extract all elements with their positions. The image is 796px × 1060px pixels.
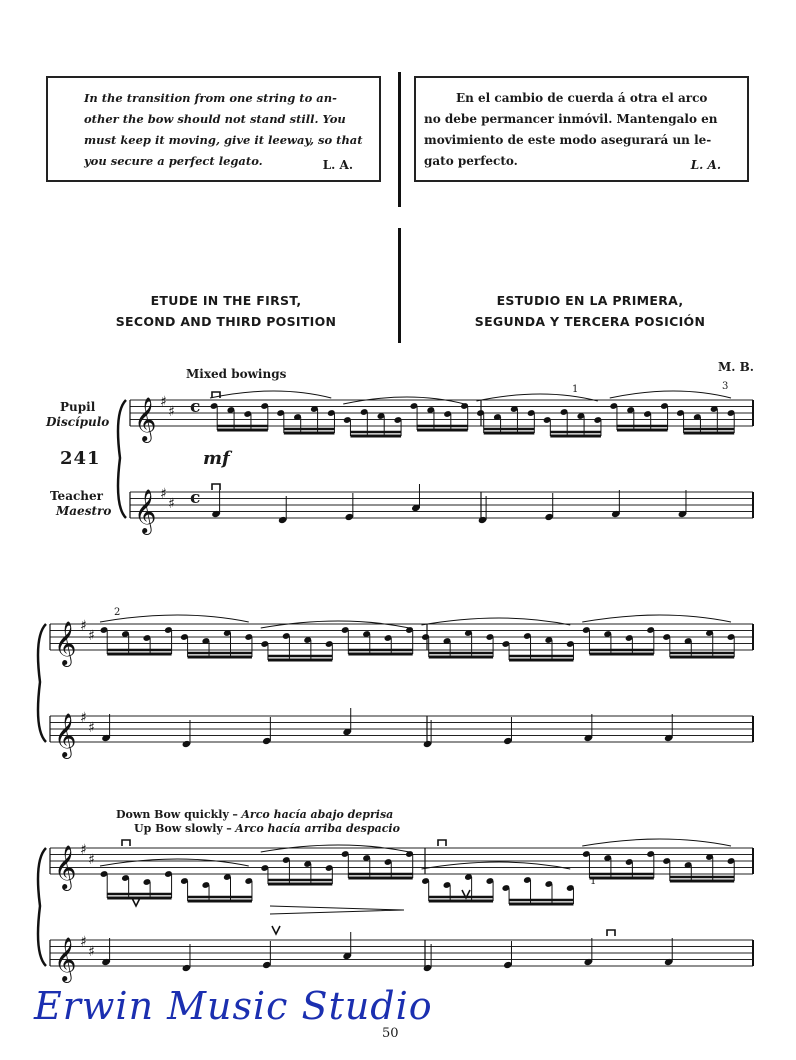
fingering: 1 <box>572 384 579 395</box>
sharp-icon: ♯ <box>88 720 95 736</box>
note-en-line: other the bow should not stand still. You <box>84 112 346 126</box>
down-bow-icon <box>212 484 220 490</box>
etude-number: 241 <box>60 448 101 469</box>
heading-en-line: ETUDE IN THE FIRST, <box>150 293 302 308</box>
sharp-icon: ♯ <box>88 852 95 868</box>
decrescendo-hairpin <box>270 906 404 914</box>
heading-es-line: ESTUDIO EN LA PRIMERA, <box>496 293 684 308</box>
note-es-signature: L. A. <box>690 158 721 172</box>
sharp-icon: ♯ <box>88 944 95 960</box>
note-en-line: In the transition from one string to an- <box>84 91 337 105</box>
sharp-icon: ♯ <box>168 404 175 420</box>
sharp-icon: ♯ <box>80 842 87 858</box>
teacher-label: Teacher <box>50 489 103 503</box>
down-bow-icon <box>607 930 615 936</box>
down-bow-icon <box>438 840 446 846</box>
pupil-label: Pupil <box>60 400 96 414</box>
down-bow-icon <box>122 840 130 846</box>
fingering: 3 <box>722 381 729 392</box>
instruction-dash: – <box>232 808 238 821</box>
treble-clef-icon: 𝄞 <box>134 489 157 533</box>
heading-es-line: SEGUNDA Y TERCERA POSICIÓN <box>474 314 706 329</box>
note-en-signature: L. A. <box>322 158 353 172</box>
system-brace <box>118 400 126 518</box>
slur <box>210 391 331 398</box>
fingering: 2 <box>114 607 121 618</box>
sharp-icon: ♯ <box>88 628 95 644</box>
tempo-marking: Mixed bowings <box>186 367 287 381</box>
instruction-up-en: Up Bow slowly <box>134 822 223 835</box>
slur <box>582 839 731 846</box>
sharp-icon: ♯ <box>160 394 167 410</box>
sharp-icon: ♯ <box>160 486 167 502</box>
up-bow-icon <box>272 926 280 934</box>
instruction-up-es: Arco hacía arriba despacio <box>235 822 400 835</box>
fingering: 1 <box>590 876 597 887</box>
sharp-icon: ♯ <box>80 934 87 950</box>
treble-clef-icon: 𝄞 <box>54 713 77 757</box>
instruction-dash: – <box>226 822 232 835</box>
note-es-line: movimiento de este modo asegurará un le- <box>424 133 712 147</box>
sharp-icon: ♯ <box>168 496 175 512</box>
note-es-line: En el cambio de cuerda á otra el arco <box>456 91 708 105</box>
system-brace <box>38 624 46 742</box>
treble-clef-icon: 𝄞 <box>54 937 77 981</box>
sharp-icon: ♯ <box>80 618 87 634</box>
composer-initials: M. B. <box>718 360 754 374</box>
slur <box>582 615 731 622</box>
note-en-line: you secure a perfect legato. <box>84 154 263 168</box>
system-brace <box>38 848 46 966</box>
dynamic-mf: mf <box>203 448 230 469</box>
time-signature: c <box>190 488 201 508</box>
heading-en-line: SECOND AND THIRD POSITION <box>115 314 337 329</box>
slur <box>610 391 731 398</box>
instruction-down-en: Down Bow quickly <box>116 808 229 821</box>
slur <box>100 859 249 866</box>
studio-logo: Erwin Music Studio <box>34 984 433 1028</box>
note-en-line: must keep it moving, give it leeway, so that <box>84 133 363 147</box>
note-es-line: gato perfecto. <box>424 154 518 168</box>
time-signature: c <box>190 397 201 417</box>
treble-clef-icon: 𝄞 <box>134 397 157 441</box>
slur <box>100 615 249 622</box>
pupil-label-es: Discípulo <box>46 415 110 429</box>
sharp-icon: ♯ <box>80 710 87 726</box>
treble-clef-icon: 𝄞 <box>54 621 77 665</box>
treble-clef-icon: 𝄞 <box>54 845 77 889</box>
instruction-down-es: Arco hacía abajo deprisa <box>241 808 394 821</box>
note-es-line: no debe permancer inmóvil. Mantengalo en <box>424 112 718 126</box>
teacher-label-es: Maestro <box>56 504 112 518</box>
page-number: 50 <box>382 1026 399 1041</box>
